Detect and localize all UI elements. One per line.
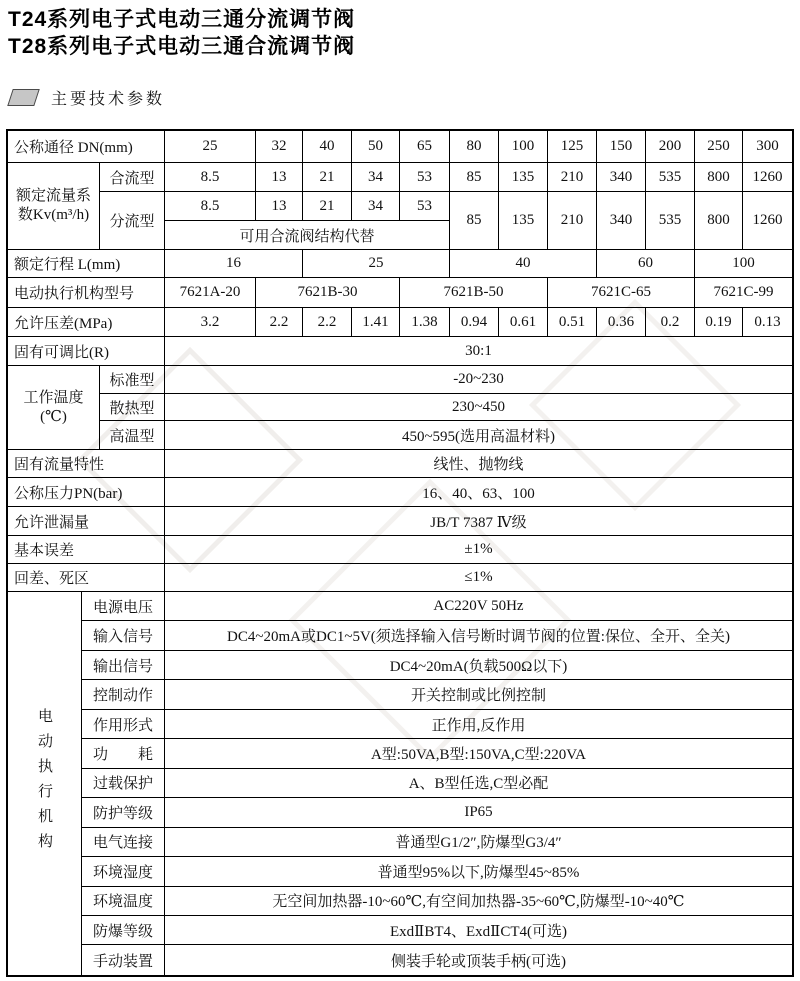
actuator-row-name: 控制动作 bbox=[82, 680, 165, 709]
section-heading-row bbox=[10, 86, 165, 109]
model-value: 7621A-20 bbox=[165, 278, 256, 308]
kv-label: 额定流量系数Kv(m³/h) bbox=[8, 163, 100, 250]
dn-value: 50 bbox=[352, 131, 400, 163]
stroke-value: 60 bbox=[597, 250, 695, 278]
dp-label: 允许压差(MPa) bbox=[8, 308, 165, 337]
actuator-row-name: 功 耗 bbox=[82, 739, 165, 768]
working-temp-type: 高温型 bbox=[100, 421, 165, 450]
dn-value: 65 bbox=[400, 131, 450, 163]
actuator-row-value: 侧装手轮或顶装手柄(可选) bbox=[391, 953, 566, 970]
dp-value: 2.2 bbox=[303, 308, 352, 337]
dp-value: 1.38 bbox=[400, 308, 450, 337]
kv-divide-value: 340 bbox=[597, 192, 646, 250]
kv-merge-value: 13 bbox=[256, 163, 303, 192]
dn-value: 300 bbox=[743, 131, 792, 163]
actuator-row-value: DC4~20mA或DC1~5V(须选择输入信号断时调节阀的位置:保位、全开、全关) bbox=[165, 621, 792, 650]
kv-divide-value: 34 bbox=[352, 192, 400, 221]
kv-merge-label: 合流型 bbox=[100, 163, 165, 192]
flow-char-label: 固有流量特性 bbox=[8, 450, 165, 478]
actuator-row-value: 正作用,反作用 bbox=[165, 710, 792, 739]
actuator-row-name: 电气连接 bbox=[82, 828, 165, 857]
actuator-row-value: 普通型G1/2″,防爆型G3/4″ bbox=[165, 828, 792, 857]
model-value: 7621B-30 bbox=[256, 278, 400, 308]
dp-value: 0.13 bbox=[743, 308, 792, 337]
dp-value: 0.51 bbox=[548, 308, 597, 337]
actuator-row-value: ExdⅡBT4、ExdⅡCT4(可选) bbox=[165, 916, 792, 945]
dp-value: 0.94 bbox=[450, 308, 499, 337]
stroke-value: 25 bbox=[303, 250, 450, 278]
title-line1: T24系列电子式电动三通分流调节阀 bbox=[8, 8, 356, 31]
spec-table bbox=[6, 129, 794, 977]
dn-value: 100 bbox=[499, 131, 548, 163]
kv-divide-note: 可用合流阀结构代替 bbox=[165, 221, 450, 250]
actuator-row-name: 防护等级 bbox=[82, 798, 165, 827]
kv-divide-value: 85 bbox=[450, 192, 499, 250]
basic-error-label: 基本误差 bbox=[8, 536, 165, 564]
working-temp-label: 工作温度 (℃) bbox=[8, 366, 100, 450]
leakage-label: 允许泄漏量 bbox=[8, 507, 165, 536]
kv-divide-label: 分流型 bbox=[100, 192, 165, 250]
actuator-row-name: 输出信号 bbox=[82, 651, 165, 680]
actuator-row-name: 电源电压 bbox=[82, 592, 165, 621]
actuator-row-value: 普通型95%以下,防爆型45~85% bbox=[165, 857, 792, 886]
actuator-row-name: 环境温度 bbox=[82, 887, 165, 916]
dp-value: 0.61 bbox=[499, 308, 548, 337]
actuator-row-name: 环境湿度 bbox=[82, 857, 165, 886]
actuator-row-value: 无空间加热器-10~60℃,有空间加热器-35~60℃,防爆型-10~40℃ bbox=[165, 887, 792, 916]
dn-value: 125 bbox=[548, 131, 597, 163]
basic-error-value: ±1% bbox=[165, 536, 792, 564]
kv-divide-value: 53 bbox=[400, 192, 450, 221]
dn-value: 250 bbox=[695, 131, 743, 163]
dn-value: 32 bbox=[256, 131, 303, 163]
actuator-row-name: 过载保护 bbox=[82, 769, 165, 798]
model-label: 电动执行机构型号 bbox=[8, 278, 165, 308]
actuator-group-label: 电动执行机构 bbox=[8, 592, 82, 975]
actuator-row-name: 作用形式 bbox=[82, 710, 165, 739]
actuator-row-value: IP65 bbox=[165, 798, 792, 827]
working-temp-value: 450~595(选用高温材料) bbox=[165, 421, 792, 450]
kv-merge-value: 800 bbox=[695, 163, 743, 192]
working-temp-value: -20~230 bbox=[165, 366, 792, 394]
model-value: 7621C-99 bbox=[695, 278, 792, 308]
actuator-row-name: 输入信号 bbox=[82, 621, 165, 650]
dn-value: 25 bbox=[165, 131, 256, 163]
page-titles bbox=[8, 6, 355, 60]
kv-divide-value: 1260 bbox=[743, 192, 792, 250]
rangeability-label: 固有可调比(R) bbox=[8, 337, 165, 366]
parallelogram-icon bbox=[7, 89, 40, 106]
section-heading: 主要技术参数 bbox=[51, 91, 166, 108]
dp-value: 2.2 bbox=[256, 308, 303, 337]
dead-band-value: ≤1% bbox=[165, 564, 792, 592]
pn-label: 公称压力PN(bar) bbox=[8, 478, 165, 507]
model-value: 7621B-50 bbox=[400, 278, 548, 308]
dn-value: 40 bbox=[303, 131, 352, 163]
kv-merge-value: 210 bbox=[548, 163, 597, 192]
actuator-row-value: DC4~20mA(负载500Ω以下) bbox=[165, 651, 792, 680]
title-line2: T28系列电子式电动三通合流调节阀 bbox=[8, 35, 356, 58]
dn-label: 公称通径 DN(mm) bbox=[8, 131, 165, 163]
dn-value: 80 bbox=[450, 131, 499, 163]
stroke-label: 额定行程 L(mm) bbox=[8, 250, 165, 278]
model-value: 7621C-65 bbox=[548, 278, 695, 308]
stroke-value: 100 bbox=[695, 250, 792, 278]
kv-divide-value: 800 bbox=[695, 192, 743, 250]
working-temp-type: 散热型 bbox=[100, 394, 165, 421]
dp-value: 0.36 bbox=[597, 308, 646, 337]
dp-value: 3.2 bbox=[165, 308, 256, 337]
actuator-row-name: 防爆等级 bbox=[82, 916, 165, 945]
kv-merge-value: 340 bbox=[597, 163, 646, 192]
kv-merge-value: 8.5 bbox=[165, 163, 256, 192]
kv-merge-value: 1260 bbox=[743, 163, 792, 192]
actuator-row-value: A、B型任选,C型必配 bbox=[165, 769, 792, 798]
kv-merge-value: 135 bbox=[499, 163, 548, 192]
kv-divide-value: 210 bbox=[548, 192, 597, 250]
dp-value: 1.41 bbox=[352, 308, 400, 337]
kv-divide-value: 8.5 bbox=[165, 192, 256, 221]
stroke-value: 16 bbox=[165, 250, 303, 278]
working-temp-value: 230~450 bbox=[165, 394, 792, 421]
kv-merge-value: 85 bbox=[450, 163, 499, 192]
actuator-row-value: AC220V 50Hz bbox=[165, 592, 792, 621]
flow-char-value: 线性、抛物线 bbox=[165, 450, 792, 478]
leakage-value: JB/T 7387 Ⅳ级 bbox=[165, 507, 792, 536]
dn-value: 150 bbox=[597, 131, 646, 163]
kv-merge-value: 53 bbox=[400, 163, 450, 192]
actuator-row-value: A型:50VA,B型:150VA,C型:220VA bbox=[165, 739, 792, 768]
dp-value: 0.19 bbox=[695, 308, 743, 337]
working-temp-type: 标准型 bbox=[100, 366, 165, 394]
dead-band-label: 回差、死区 bbox=[8, 564, 165, 592]
kv-merge-value: 34 bbox=[352, 163, 400, 192]
dp-value: 0.2 bbox=[646, 308, 695, 337]
kv-divide-value: 535 bbox=[646, 192, 695, 250]
kv-divide-value: 135 bbox=[499, 192, 548, 250]
actuator-row-name: 手动装置 bbox=[82, 945, 165, 974]
rangeability-value: 30:1 bbox=[165, 337, 792, 366]
kv-divide-value: 21 bbox=[303, 192, 352, 221]
stroke-value: 40 bbox=[450, 250, 597, 278]
pn-value: 16、40、63、100 bbox=[165, 478, 792, 507]
kv-merge-value: 21 bbox=[303, 163, 352, 192]
kv-merge-value: 535 bbox=[646, 163, 695, 192]
actuator-row-value: 开关控制或比例控制 bbox=[165, 680, 792, 709]
kv-divide-value: 13 bbox=[256, 192, 303, 221]
dn-value: 200 bbox=[646, 131, 695, 163]
